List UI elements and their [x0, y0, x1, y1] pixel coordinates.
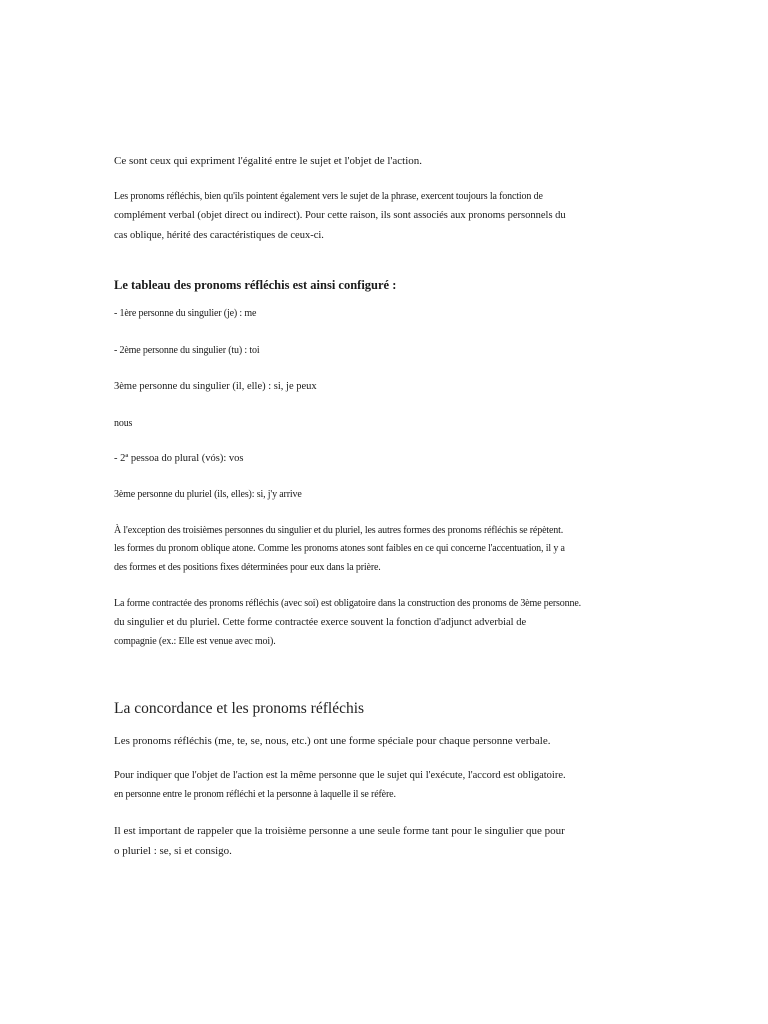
list-item: 3ème personne du pluriel (ils, elles): si, j'y arrive: [114, 489, 302, 500]
section-heading-table: Le tableau des pronoms réfléchis est ainsi configuré :: [114, 278, 397, 292]
para2-line2: les formes du pronom oblique atone. Comme les pronoms atones sont faibles en ce qui concerne l'accentuation, il y a: [114, 543, 565, 554]
para2-line3: des formes et des positions fixes déterminées pour eux dans la prière.: [114, 562, 381, 573]
intro-line: Ce sont ceux qui expriment l'égalité entre le sujet et l'objet de l'action.: [114, 155, 423, 167]
list-item: 3ème personne du singulier (il, elle) : si, je peux: [114, 381, 317, 392]
para5-line2: en personne entre le pronom réfléchi et la personne à laquelle il se réfère.: [114, 789, 396, 800]
para3-line2: du singulier et du pluriel. Cette forme contractée exerce souvent la fonction d'adjunct adverbial de: [114, 617, 527, 628]
para3-line1: La forme contractée des pronoms réfléchis (avec soi) est obligatoire dans la construction des pronoms de 3ème personne.: [114, 598, 581, 609]
para2-line1: À l'exception des troisièmes personnes du singulier et du pluriel, les autres formes des pronoms réfléchis se répètent.: [114, 525, 564, 536]
list-item: - 2ª pessoa do plural (vós): vos: [114, 453, 244, 464]
para3-line3: compagnie (ex.: Elle est venue avec moi).: [114, 636, 276, 647]
para5-line1: Pour indiquer que l'objet de l'action est la même personne que le sujet qui l'exécute, l'accord est obligatoire.: [114, 770, 566, 781]
section-heading-concordance: La concordance et les pronoms réfléchis: [114, 700, 365, 717]
list-item: - 2ème personne du singulier (tu) : toi: [114, 345, 260, 356]
para6-line2: o pluriel : se, si et consigo.: [114, 845, 232, 857]
para1-line2: complément verbal (objet direct ou indirect). Pour cette raison, ils sont associés aux pronoms personnels du: [114, 210, 566, 221]
para4-line1: Les pronoms réfléchis (me, te, se, nous, etc.) ont une forme spéciale pour chaque personne verbale.: [114, 735, 551, 747]
list-item: nous: [114, 418, 133, 429]
para6-line1: Il est important de rappeler que la troisième personne a une seule forme tant pour le singulier que pour: [114, 825, 565, 837]
para1-line3: cas oblique, hérité des caractéristiques de ceux-ci.: [114, 230, 324, 241]
para1-line1: Les pronoms réfléchis, bien qu'ils pointent également vers le sujet de la phrase, exercent toujours la fonction de: [114, 191, 543, 202]
list-item: - 1ère personne du singulier (je) : me: [114, 308, 257, 319]
